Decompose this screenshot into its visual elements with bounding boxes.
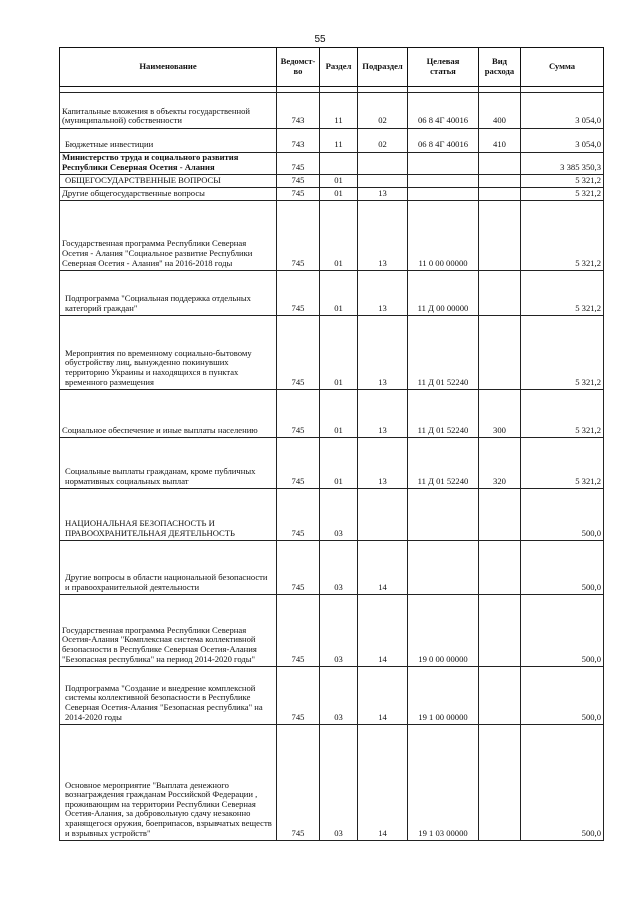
table-row [60,188,604,201]
row-section: 11 [320,129,358,153]
table-row [60,390,604,438]
row-dept: 745 [277,390,320,438]
table-row [60,129,604,153]
row-subsection: 13 [358,316,408,390]
row-subsection: 14 [358,725,408,841]
table-row [60,725,604,841]
row-type [479,175,521,188]
row-subsection: 13 [358,390,408,438]
row-section: 03 [320,541,358,595]
row-dept: 745 [277,489,320,541]
row-target [408,175,479,188]
row-target [408,153,479,175]
header-section: Раздел [320,48,358,87]
budget-table [59,47,604,841]
table-row [60,93,604,129]
row-section: 03 [320,725,358,841]
row-sum: 5 321,2 [521,390,604,438]
row-dept: 745 [277,153,320,175]
row-dept: 743 [277,93,320,129]
table-row [60,667,604,725]
row-sum: 3 054,0 [521,93,604,129]
row-dept: 745 [277,438,320,489]
row-section: 11 [320,93,358,129]
table-row [60,595,604,667]
table-row [60,201,604,271]
row-type [479,316,521,390]
row-type [479,541,521,595]
row-target: 11 Д 01 52240 [408,390,479,438]
row-target: 11 0 00 00000 [408,201,479,271]
row-sum: 500,0 [521,541,604,595]
row-subsection [358,175,408,188]
row-name: Подпрограмма "Социальная поддержка отдельных категорий граждан" [60,271,277,316]
row-subsection: 13 [358,188,408,201]
row-name: Министерство труда и социального развития Республики Северная Осетия - Алания [60,153,277,175]
row-type [479,153,521,175]
row-dept: 745 [277,595,320,667]
row-name: Государственная программа Республики Северная Осетия-Алания "Комплексная система коллективной безопасности в Республике Северная Осетия-Алания "Безопасная республика" на период 2014-2020 годы" [60,595,277,667]
header-subsection: Подраздел [358,48,408,87]
row-target: 19 0 00 00000 [408,595,479,667]
row-sum: 500,0 [521,725,604,841]
row-target: 19 1 03 00000 [408,725,479,841]
row-name: Подпрограмма "Создание и внедрение комплексной системы коллективной безопасности в Республике Северная Осетия-Алания "Безопасная республика" на 2014-2020 годы [60,667,277,725]
row-type [479,188,521,201]
row-name: Бюджетные инвестиции [60,129,277,153]
row-sum: 500,0 [521,595,604,667]
row-dept: 745 [277,201,320,271]
row-sum: 3 054,0 [521,129,604,153]
row-target: 11 Д 00 00000 [408,271,479,316]
row-dept: 745 [277,316,320,390]
row-target: 11 Д 01 52240 [408,438,479,489]
row-type [479,271,521,316]
header-target: Целевая статья [408,48,479,87]
row-section: 01 [320,188,358,201]
row-name: Социальные выплаты гражданам, кроме публичных нормативных социальных выплат [60,438,277,489]
row-name: Другие общегосударственные вопросы [60,188,277,201]
row-target [408,188,479,201]
row-type [479,489,521,541]
row-subsection: 02 [358,93,408,129]
table-row [60,438,604,489]
table-row [60,153,604,175]
row-sum: 500,0 [521,667,604,725]
row-target: 06 8 4Г 40016 [408,93,479,129]
row-section [320,153,358,175]
row-target: 19 1 00 00000 [408,667,479,725]
row-target [408,541,479,595]
row-dept: 745 [277,725,320,841]
row-sum: 500,0 [521,489,604,541]
row-sum: 5 321,2 [521,188,604,201]
header-name: Наименование [60,48,277,87]
row-section: 01 [320,201,358,271]
row-subsection: 13 [358,438,408,489]
row-name: Государственная программа Республики Северная Осетия - Алания "Социальное развитие Республики Северная Осетия - Алания" на 2016-2018 годы [60,201,277,271]
row-section: 01 [320,438,358,489]
row-target: 06 8 4Г 40016 [408,129,479,153]
row-type: 400 [479,93,521,129]
row-section: 03 [320,595,358,667]
header-sum: Сумма [521,48,604,87]
table-row [60,316,604,390]
row-name: НАЦИОНАЛЬНАЯ БЕЗОПАСНОСТЬ И ПРАВООХРАНИТЕЛЬНАЯ ДЕЯТЕЛЬНОСТЬ [60,489,277,541]
row-name: Капитальные вложения в объекты государственной (муниципальной) собственности [60,93,277,129]
header-type: Вид расхода [479,48,521,87]
row-dept: 745 [277,188,320,201]
row-subsection: 14 [358,541,408,595]
row-type [479,595,521,667]
row-name: Основное мероприятие "Выплата денежного вознаграждения гражданам Российской Федерации , проживающим на территории Республики Северная Осетия-Алания, за добровольную сдачу незаконно хранящегося оружия, боеприпасов, взрывчатых веществ и взрывных устройств" [60,725,277,841]
row-sum: 3 385 350,3 [521,153,604,175]
page-number: 55 [314,34,326,45]
table-header-row [60,48,604,87]
row-sum: 5 321,2 [521,316,604,390]
row-sum: 5 321,2 [521,438,604,489]
row-section: 03 [320,667,358,725]
row-dept: 745 [277,667,320,725]
row-sum: 5 321,2 [521,175,604,188]
table-row [60,271,604,316]
row-subsection: 13 [358,271,408,316]
row-type [479,667,521,725]
row-sum: 5 321,2 [521,271,604,316]
row-type: 300 [479,390,521,438]
row-target: 11 Д 01 52240 [408,316,479,390]
row-section: 01 [320,390,358,438]
row-section: 01 [320,271,358,316]
row-subsection: 13 [358,201,408,271]
row-sum: 5 321,2 [521,201,604,271]
row-type: 320 [479,438,521,489]
table-row [60,489,604,541]
row-type: 410 [479,129,521,153]
row-dept: 745 [277,541,320,595]
row-dept: 745 [277,175,320,188]
row-type [479,725,521,841]
row-subsection: 14 [358,595,408,667]
row-name: Мероприятия по временному социально-бытовому обустройству лиц, вынужденно покинувших территорию Украины и находящихся в пунктах временного размещения [60,316,277,390]
row-subsection [358,489,408,541]
row-name: Другие вопросы в области национальной безопасности и правоохранительной деятельности [60,541,277,595]
table-row [60,541,604,595]
row-target [408,489,479,541]
row-subsection [358,153,408,175]
row-type [479,201,521,271]
row-dept: 745 [277,271,320,316]
row-subsection: 02 [358,129,408,153]
row-section: 01 [320,175,358,188]
row-section: 03 [320,489,358,541]
row-subsection: 14 [358,667,408,725]
row-section: 01 [320,316,358,390]
row-name: Социальное обеспечение и иные выплаты населению [60,390,277,438]
row-name: ОБЩЕГОСУДАРСТВЕННЫЕ ВОПРОСЫ [60,175,277,188]
table-row [60,175,604,188]
header-dept: Ведомст- во [277,48,320,87]
row-dept: 743 [277,129,320,153]
